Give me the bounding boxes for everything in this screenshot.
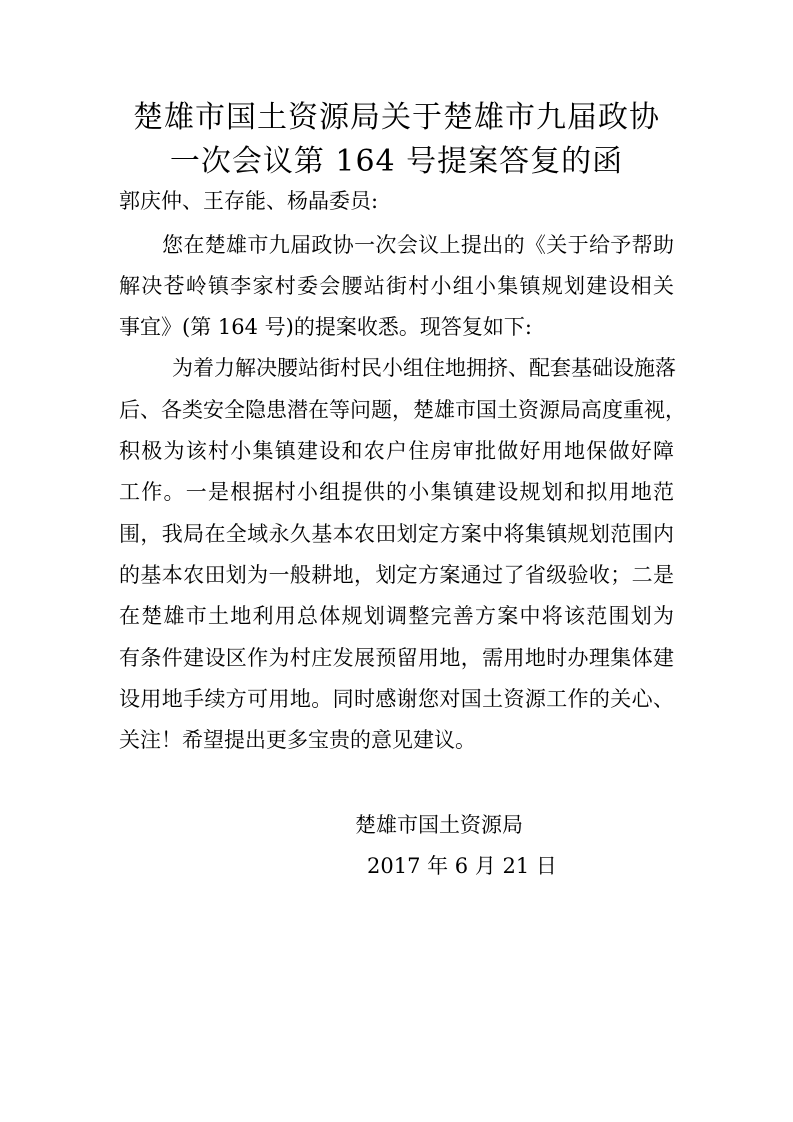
document-title-line-2: 一次会议第 164 号提案答复的函 [169,144,624,179]
paragraph-1-line: 您在楚雄市九届政协一次会议上提出的《关于给予帮助 [162,233,674,257]
paragraph-2-line: 后、各类安全隐患潜在等问题，楚雄市国土资源局高度重视， [119,398,686,422]
paragraph-1-line: 解决苍岭镇李家村委会腰站街村小组小集镇规划建设相关 [119,274,674,298]
paragraph-2-line: 关注！希望提出更多宝贵的意见建议。 [119,728,476,752]
document-title-line-1: 楚雄市国土资源局关于楚雄市九届政协 [133,100,660,135]
signature-date: 2017 年 6 月 21 日 [367,854,557,878]
paragraph-2-line: 在楚雄市土地利用总体规划调整完善方案中将该范围划为 [119,604,674,628]
salutation: 郭庆仲、王存能、杨晶委员: [119,189,379,213]
paragraph-2-line: 有条件建设区作为村庄发展预留用地，需用地时办理集体建 [119,646,674,670]
paragraph-2-line: 的基本农田划为一般耕地，划定方案通过了省级验收；二是 [119,563,674,587]
paragraph-2-line: 设用地手续方可用地。同时感谢您对国土资源工作的关心、 [119,687,674,711]
paragraph-2-line: 为着力解决腰站街村民小组住地拥挤、配套基础设施落 [172,356,676,380]
paragraph-2-line: 工作。一是根据村小组提供的小集镇建设规划和拟用地范 [119,480,674,504]
paragraph-2-line: 围，我局在全域永久基本农田划定方案中将集镇规划范围内 [119,522,674,546]
paragraph-1-line: 事宜》(第 164 号)的提案收悉。现答复如下: [119,315,532,339]
paragraph-2-line: 积极为该村小集镇建设和农户住房审批做好用地保做好障 [119,439,674,463]
signature-organization: 楚雄市国土资源局 [355,813,523,837]
